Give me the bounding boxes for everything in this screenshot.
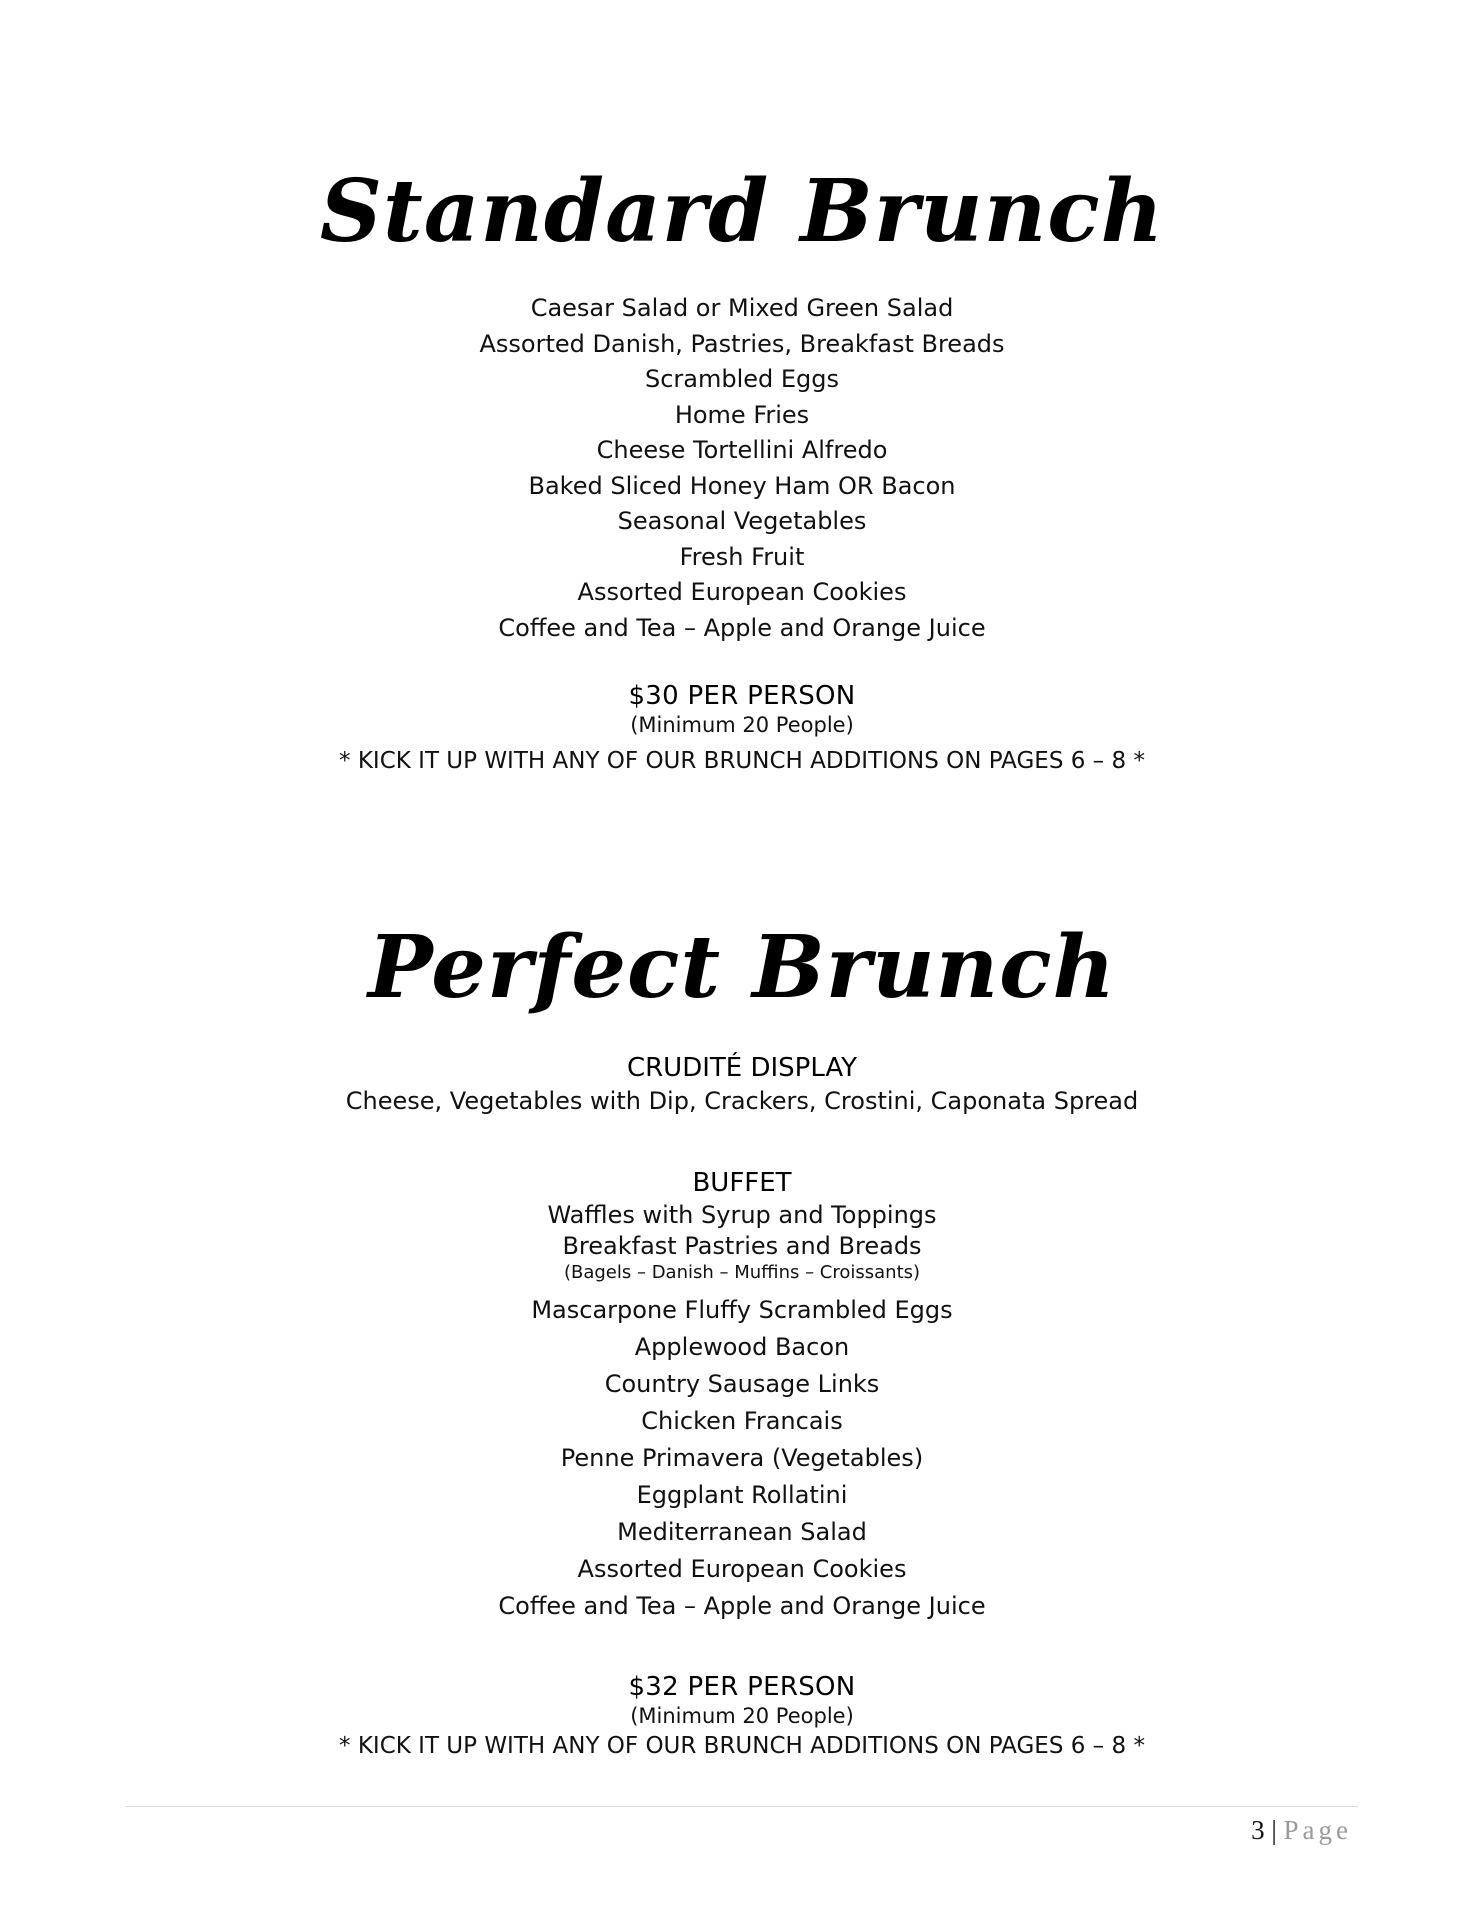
standard-brunch-items <box>0 291 1484 646</box>
menu-item: Mediterranean Salad <box>617 1518 867 1546</box>
breads-note: (Bagels – Danish – Muffins – Croissants) <box>563 1262 921 1283</box>
standard-kick-note: * KICK IT UP WITH ANY OF OUR BRUNCH ADDITIONS ON PAGES 6 – 8 * <box>339 748 1145 774</box>
perfect-price: $32 PER PERSON <box>628 1672 856 1702</box>
footer-divider <box>126 1806 1358 1807</box>
menu-item: Mascarpone Fluffy Scrambled Eggs <box>531 1296 953 1324</box>
page-word: Page <box>1283 1815 1352 1845</box>
standard-brunch-pricing <box>0 680 1484 777</box>
menu-item: Coffee and Tea – Apple and Orange Juice <box>498 613 986 642</box>
page-number <box>1251 1812 1352 1848</box>
crudite-section <box>0 1052 1484 1120</box>
standard-brunch-section <box>0 162 1484 262</box>
standard-minimum-note: (Minimum 20 People) <box>630 713 854 737</box>
menu-item: Chicken Francais <box>641 1407 843 1435</box>
menu-item: Waffles with Syrup and Toppings <box>547 1201 937 1229</box>
menu-item: Eggplant Rollatini <box>636 1481 848 1509</box>
perfect-brunch-pricing <box>0 1671 1484 1762</box>
buffet-items <box>0 1292 1484 1625</box>
menu-item: Coffee and Tea – Apple and Orange Juice <box>498 1592 986 1620</box>
menu-item: Seasonal Vegetables <box>617 507 867 535</box>
perfect-minimum-note: (Minimum 20 People) <box>630 1704 854 1728</box>
standard-price: $30 PER PERSON <box>628 681 856 711</box>
menu-item: Penne Primavera (Vegetables) <box>560 1444 924 1472</box>
perfect-brunch-title: Perfect Brunch <box>367 917 1117 1018</box>
menu-item: Caesar Salad or Mixed Green Salad <box>530 294 954 322</box>
perfect-kick-note: * KICK IT UP WITH ANY OF OUR BRUNCH ADDITIONS ON PAGES 6 – 8 * <box>339 1733 1145 1759</box>
menu-item: Home Fries <box>674 400 810 429</box>
menu-item: Baked Sliced Honey Ham OR Bacon <box>528 471 956 500</box>
buffet-heading: BUFFET <box>692 1168 792 1198</box>
menu-item: Assorted European Cookies <box>577 1555 907 1583</box>
menu-item: Breakfast Pastries and Breads <box>562 1232 922 1260</box>
menu-item: Fresh Fruit <box>679 542 805 571</box>
perfect-brunch-section <box>0 918 1484 1018</box>
menu-item: Assorted Danish, Pastries, Breakfast Breads <box>479 329 1005 358</box>
menu-item: Applewood Bacon <box>634 1333 850 1361</box>
menu-item: Scrambled Eggs <box>644 365 840 393</box>
menu-item: Cheese Tortellini Alfredo <box>596 436 888 464</box>
crudite-description: Cheese, Vegetables with Dip, Crackers, Crostini, Caponata Spread <box>345 1087 1139 1115</box>
page-number-separator: | <box>1271 1815 1277 1845</box>
menu-item: Assorted European Cookies <box>577 578 907 606</box>
menu-item: Country Sausage Links <box>604 1370 880 1398</box>
standard-brunch-title: Standard Brunch <box>319 161 1165 262</box>
buffet-section <box>0 1167 1484 1284</box>
page-number-value: 3 <box>1251 1815 1265 1845</box>
crudite-heading: CRUDITÉ DISPLAY <box>626 1053 858 1083</box>
